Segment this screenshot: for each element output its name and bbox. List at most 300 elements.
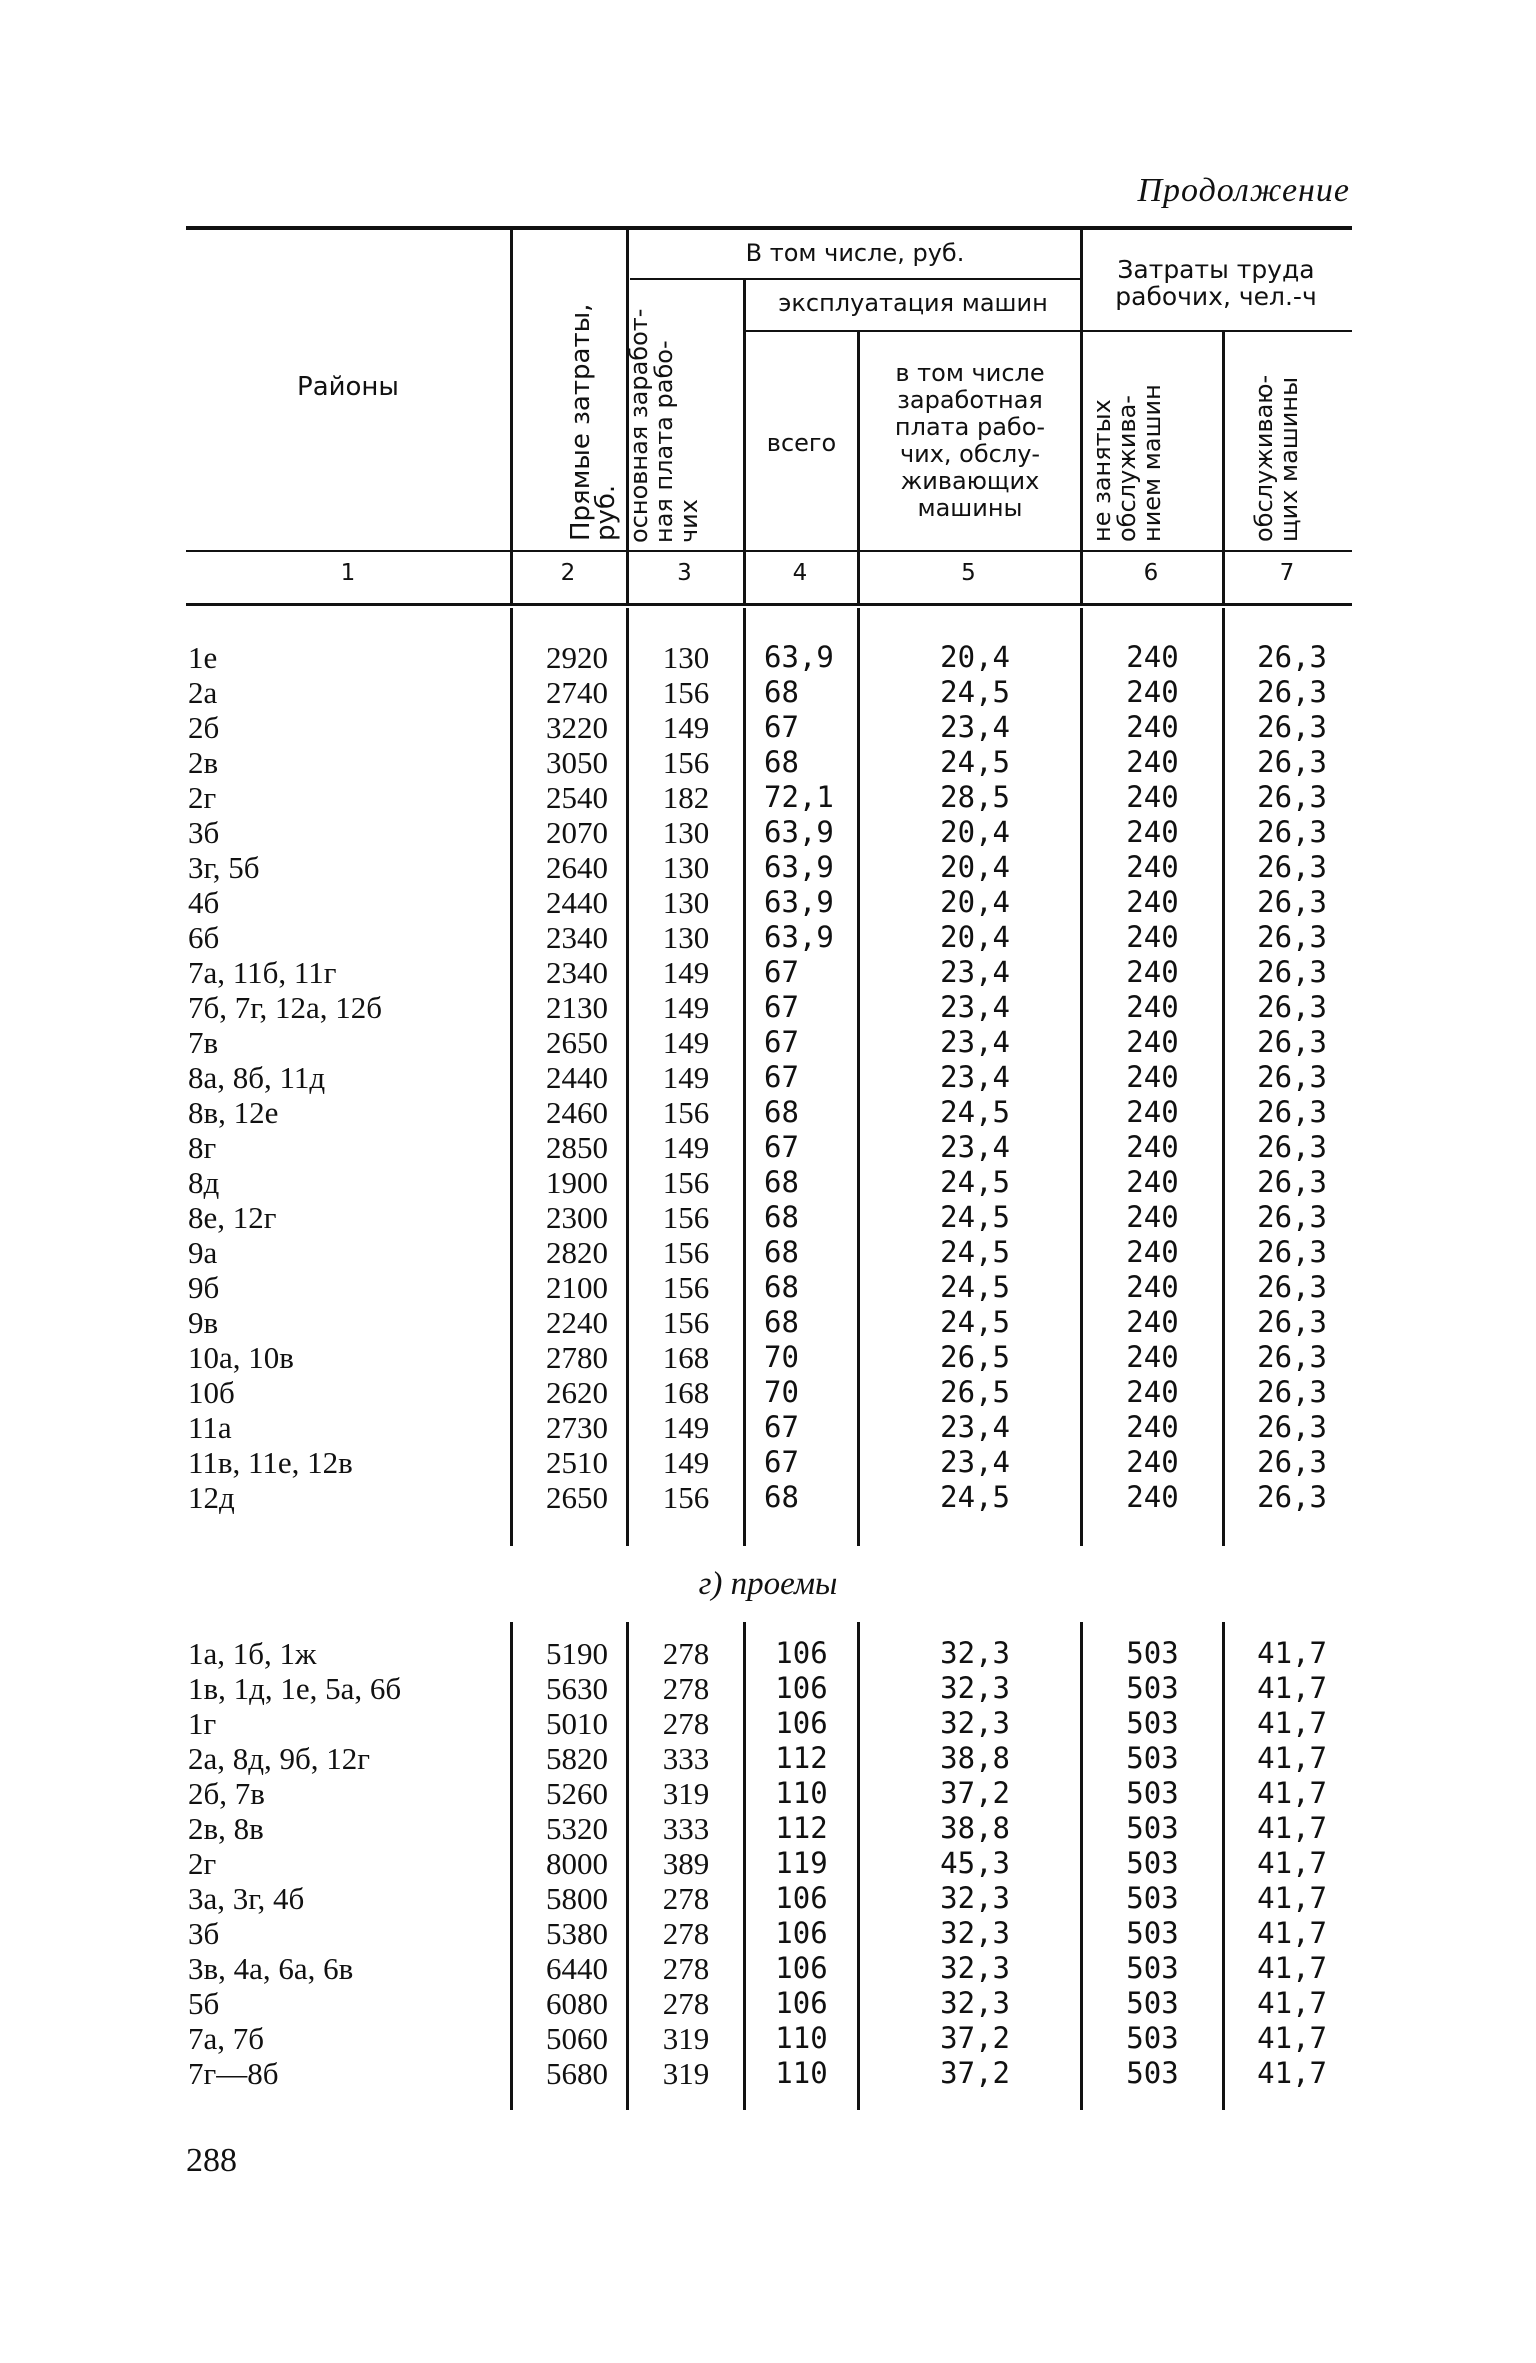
table1-cell: 9б <box>188 1270 220 1305</box>
table2-cell: 110 <box>775 2021 828 2055</box>
table2-cell: 5820 <box>546 1741 608 1776</box>
table1-col-vsego <box>764 640 857 1515</box>
table1-cell: 240 <box>1126 1095 1179 1129</box>
table1-cell: 23,4 <box>940 1445 1010 1479</box>
colnum-2: 2 <box>560 560 576 586</box>
header-obsluzhivayushchih: обслуживаю- щих машины <box>1250 374 1303 542</box>
table2-col-rayony <box>188 1636 508 2091</box>
table1-cell: 20,4 <box>940 850 1010 884</box>
table1-cell: 67 <box>764 1025 799 1059</box>
table1-cell: 240 <box>1126 850 1179 884</box>
vr-t1-3 <box>743 608 746 1546</box>
table2-cell: 503 <box>1126 1846 1179 1880</box>
table1-cell: 156 <box>662 675 710 710</box>
table1-cell: 2640 <box>546 850 608 885</box>
table2-cell: 32,3 <box>940 1951 1010 1985</box>
rule-top <box>186 226 1352 230</box>
table1-cell: 149 <box>662 1060 710 1095</box>
table1-cell: 63,9 <box>764 885 834 919</box>
header-ekspluatatsiya: эксплуатация машин <box>778 289 1048 317</box>
rule-header-bottom <box>186 550 1352 552</box>
table1-cell: 28,5 <box>940 780 1010 814</box>
table2-col-vsego <box>746 1636 857 2091</box>
table2-cell: 333 <box>662 1811 710 1846</box>
table2-cell: 319 <box>662 2056 710 2091</box>
table1-cell: 130 <box>662 640 710 675</box>
table2-cell: 278 <box>662 1636 710 1671</box>
table2-cell: 106 <box>775 1706 828 1740</box>
table2-cell: 45,3 <box>940 1846 1010 1880</box>
colnum-5: 5 <box>961 560 976 586</box>
table2-cell: 106 <box>775 1916 828 1950</box>
table1-cell: 2100 <box>546 1270 608 1305</box>
table1-cell: 26,5 <box>940 1340 1010 1374</box>
table2-cell: 32,3 <box>940 1916 1010 1950</box>
table1-cell: 26,3 <box>1257 780 1327 814</box>
header-rayony: Районы <box>297 372 399 402</box>
table1-cell: 2620 <box>546 1375 608 1410</box>
table1-cell: 130 <box>662 920 710 955</box>
table1-cell: 67 <box>764 1060 799 1094</box>
table1-cell: 2780 <box>546 1340 608 1375</box>
table2-cell: 2б, 7в <box>188 1776 265 1811</box>
table1-cell: 26,3 <box>1257 1200 1327 1234</box>
table2-cell: 41,7 <box>1257 1811 1327 1845</box>
table1-cell: 130 <box>662 885 710 920</box>
table2-col-obsluzh <box>1225 1636 1327 2091</box>
table2-cell: 5680 <box>546 2056 608 2091</box>
table2-cell: 278 <box>662 1881 710 1916</box>
table1-cell: 23,4 <box>940 990 1010 1024</box>
table2-cell: 7а, 7б <box>188 2021 265 2056</box>
header-v-tom-chisle: В том числе, руб. <box>745 239 965 267</box>
table1-cell: 20,4 <box>940 920 1010 954</box>
table1-cell: 26,3 <box>1257 885 1327 919</box>
table2-cell: 5190 <box>546 1636 608 1671</box>
table1-col-obsluzh <box>1225 640 1327 1515</box>
table1-cell: 23,4 <box>940 1130 1010 1164</box>
table1-cell: 24,5 <box>940 1165 1010 1199</box>
table1-col-pryamye <box>512 640 608 1515</box>
table2-cell: 333 <box>662 1741 710 1776</box>
table2-cell: 5320 <box>546 1811 608 1846</box>
table1-cell: 11а <box>188 1410 232 1445</box>
table1-cell: 2510 <box>546 1445 608 1480</box>
table2-cell: 38,8 <box>940 1741 1010 1775</box>
table1-cell: 24,5 <box>940 1235 1010 1269</box>
table1-cell: 8д <box>188 1165 220 1200</box>
table1-cell: 149 <box>662 1410 710 1445</box>
table1-cell: 67 <box>764 710 799 744</box>
table1-cell: 2340 <box>546 955 608 990</box>
table2-cell: 278 <box>662 1986 710 2021</box>
table1-cell: 240 <box>1126 1445 1179 1479</box>
table1-cell: 63,9 <box>764 850 834 884</box>
table1-cell: 149 <box>662 990 710 1025</box>
table1-cell: 156 <box>662 1165 710 1200</box>
table2-cell: 41,7 <box>1257 1706 1327 1740</box>
table1-cell: 24,5 <box>940 1305 1010 1339</box>
table1-cell: 8а, 8б, 11д <box>188 1060 326 1095</box>
table1-col-osnovnaya <box>629 640 743 1515</box>
table1-cell: 26,3 <box>1257 1445 1327 1479</box>
table2-cell: 32,3 <box>940 1671 1010 1705</box>
table2-cell: 503 <box>1126 1881 1179 1915</box>
table1-cell: 11в, 11е, 12в <box>188 1445 353 1480</box>
table1-cell: 23,4 <box>940 710 1010 744</box>
header-pryamye-zatraty: Прямые затраты, руб. <box>566 303 621 541</box>
table2-cell: 7г—8б <box>188 2056 279 2091</box>
table2-cell: 3в, 4а, 6а, 6в <box>188 1951 354 1986</box>
table1-cell: 68 <box>764 1305 799 1339</box>
page-number: 288 <box>186 2142 237 2179</box>
table1-cell: 67 <box>764 1410 799 1444</box>
table2-col-ne-zanyatyh <box>1083 1636 1222 2091</box>
table1-cell: 156 <box>662 1095 710 1130</box>
table1-cell: 26,5 <box>940 1375 1010 1409</box>
table2-cell: 38,8 <box>940 1811 1010 1845</box>
table2-cell: 2а, 8д, 9б, 12г <box>188 1741 371 1776</box>
table2-cell: 5060 <box>546 2021 608 2056</box>
table1-cell: 68 <box>764 1480 799 1514</box>
table2-cell: 106 <box>775 1636 828 1670</box>
table1-cell: 68 <box>764 675 799 709</box>
table2-cell: 41,7 <box>1257 1916 1327 1950</box>
table1-cell: 26,3 <box>1257 1235 1327 1269</box>
table1-cell: 2850 <box>546 1130 608 1165</box>
table1-cell: 2460 <box>546 1095 608 1130</box>
rule-colnum-bottom <box>186 603 1352 606</box>
table2-cell: 106 <box>775 1881 828 1915</box>
table1-cell: 240 <box>1126 955 1179 989</box>
table1-col-ne-zanyatyh <box>1083 640 1222 1515</box>
colnum-7: 7 <box>1279 560 1295 586</box>
table2-cell: 37,2 <box>940 2021 1010 2055</box>
table1-cell: 63,9 <box>764 640 834 674</box>
header-vsego: всего <box>766 429 837 457</box>
table1-cell: 240 <box>1126 745 1179 779</box>
table1-cell: 3б <box>188 815 220 850</box>
table2-cell: 2в, 8в <box>188 1811 264 1846</box>
table2-cell: 110 <box>775 2056 828 2090</box>
table1-cell: 7б, 7г, 12а, 12б <box>188 990 383 1025</box>
rule-under-v-tom-chisle <box>630 278 1080 280</box>
header-ne-zanyatyh: не занятых обслужива- нием машин <box>1088 384 1166 542</box>
table1-cell: 149 <box>662 1130 710 1165</box>
table2-cell: 5б <box>188 1986 220 2021</box>
table2-cell: 41,7 <box>1257 1881 1327 1915</box>
table2-cell: 503 <box>1126 1951 1179 1985</box>
table1-cell: 24,5 <box>940 675 1010 709</box>
table2-cell: 41,7 <box>1257 1671 1327 1705</box>
table1-cell: 240 <box>1126 1200 1179 1234</box>
colnum-6: 6 <box>1143 560 1159 586</box>
table2-cell: 41,7 <box>1257 1986 1327 2020</box>
table1-cell: 240 <box>1126 710 1179 744</box>
table2-cell: 112 <box>775 1741 828 1775</box>
vr-h-1 <box>510 230 513 606</box>
table1-cell: 70 <box>764 1340 799 1374</box>
table1-cell: 67 <box>764 990 799 1024</box>
table2-cell: 112 <box>775 1811 828 1845</box>
table2-cell: 41,7 <box>1257 1741 1327 1775</box>
table1-cell: 149 <box>662 955 710 990</box>
table1-cell: 2240 <box>546 1305 608 1340</box>
table1-cell: 63,9 <box>764 815 834 849</box>
table2-cell: 503 <box>1126 1916 1179 1950</box>
table1-cell: 240 <box>1126 780 1179 814</box>
table2-col-pryamye <box>512 1636 608 2091</box>
table1-cell: 68 <box>764 1200 799 1234</box>
table2-cell: 37,2 <box>940 1776 1010 1810</box>
table2-cell: 278 <box>662 1706 710 1741</box>
table2-cell: 37,2 <box>940 2056 1010 2090</box>
table2-cell: 319 <box>662 1776 710 1811</box>
table2-cell: 41,7 <box>1257 1951 1327 1985</box>
table1-cell: 10б <box>188 1375 235 1410</box>
table1-cell: 240 <box>1126 1375 1179 1409</box>
table2-cell: 1в, 1д, 1е, 5а, 6б <box>188 1671 402 1706</box>
colnum-1: 1 <box>340 560 356 586</box>
table1-col-rayony <box>188 640 508 1515</box>
table1-cell: 24,5 <box>940 1200 1010 1234</box>
table1-cell: 240 <box>1126 815 1179 849</box>
table1-cell: 26,3 <box>1257 920 1327 954</box>
table2-cell: 32,3 <box>940 1706 1010 1740</box>
table1-cell: 26,3 <box>1257 1305 1327 1339</box>
table1-cell: 240 <box>1126 640 1179 674</box>
table1-cell: 4б <box>188 885 220 920</box>
table2-cell: 5630 <box>546 1671 608 1706</box>
table1-cell: 2730 <box>546 1410 608 1445</box>
table2-cell: 389 <box>662 1846 710 1881</box>
table2-cell: 503 <box>1126 2056 1179 2090</box>
header-v-tom-chisle-zp: в том числе заработная плата рабо- чих, обслу- живающих машины <box>894 359 1046 522</box>
table2-cell: 503 <box>1126 1671 1179 1705</box>
table1-cell: 7в <box>188 1025 219 1060</box>
table2-cell: 32,3 <box>940 1881 1010 1915</box>
table1-cell: 12д <box>188 1480 235 1515</box>
table1-cell: 26,3 <box>1257 675 1327 709</box>
table2-cell: 32,3 <box>940 1986 1010 2020</box>
table1-cell: 240 <box>1126 1025 1179 1059</box>
table1-cell: 2650 <box>546 1480 608 1515</box>
continuation-label: Продолжение <box>1137 172 1350 209</box>
table1-cell: 20,4 <box>940 815 1010 849</box>
table1-cell: 182 <box>662 780 710 815</box>
table1-cell: 240 <box>1126 885 1179 919</box>
table1-cell: 156 <box>662 1235 710 1270</box>
table1-cell: 156 <box>662 1270 710 1305</box>
table1-cell: 240 <box>1126 1480 1179 1514</box>
table1-cell: 2070 <box>546 815 608 850</box>
table2-cell: 278 <box>662 1916 710 1951</box>
table1-cell: 3220 <box>546 710 608 745</box>
table1-cell: 156 <box>662 745 710 780</box>
table2-cell: 41,7 <box>1257 2021 1327 2055</box>
table1-cell: 9а <box>188 1235 218 1270</box>
table2-cell: 2г <box>188 1846 217 1881</box>
table1-cell: 67 <box>764 1445 799 1479</box>
table2-cell: 319 <box>662 2021 710 2056</box>
table1-cell: 26,3 <box>1257 955 1327 989</box>
table1-cell: 1е <box>188 640 218 675</box>
table2-cell: 503 <box>1126 1741 1179 1775</box>
table2-cell: 41,7 <box>1257 1846 1327 1880</box>
table1-cell: 26,3 <box>1257 1480 1327 1514</box>
table2-cell: 41,7 <box>1257 1776 1327 1810</box>
table1-cell: 26,3 <box>1257 815 1327 849</box>
table1-cell: 26,3 <box>1257 1410 1327 1444</box>
table1-cell: 20,4 <box>940 885 1010 919</box>
table1-cell: 130 <box>662 815 710 850</box>
table1-cell: 130 <box>662 850 710 885</box>
table1-cell: 24,5 <box>940 1270 1010 1304</box>
table1-cell: 26,3 <box>1257 1025 1327 1059</box>
table2-cell: 503 <box>1126 1636 1179 1670</box>
colnum-3: 3 <box>677 560 692 586</box>
table1-cell: 2820 <box>546 1235 608 1270</box>
header-zatraty-truda: Затраты труда рабочих, чел.-ч <box>1115 255 1317 311</box>
table2-cell: 32,3 <box>940 1636 1010 1670</box>
table1-cell: 70 <box>764 1375 799 1409</box>
table1-cell: 2540 <box>546 780 608 815</box>
rule-under-zatraty <box>1080 330 1352 332</box>
table1-cell: 240 <box>1126 1130 1179 1164</box>
table1-cell: 2в <box>188 745 219 780</box>
table1-cell: 26,3 <box>1257 1165 1327 1199</box>
table2-cell: 106 <box>775 1671 828 1705</box>
table1-cell: 2920 <box>546 640 608 675</box>
table1-cell: 68 <box>764 1095 799 1129</box>
table1-cell: 8г <box>188 1130 217 1165</box>
table1-cell: 156 <box>662 1305 710 1340</box>
table2-cell: 1г <box>188 1706 217 1741</box>
table1-cell: 240 <box>1126 920 1179 954</box>
table1-cell: 8в, 12е <box>188 1095 279 1130</box>
table1-cell: 26,3 <box>1257 1095 1327 1129</box>
table1-cell: 20,4 <box>940 640 1010 674</box>
table1-cell: 24,5 <box>940 745 1010 779</box>
table1-cell: 26,3 <box>1257 745 1327 779</box>
table1-cell: 240 <box>1126 1235 1179 1269</box>
table1-cell: 24,5 <box>940 1095 1010 1129</box>
table1-cell: 240 <box>1126 1340 1179 1374</box>
table1-cell: 2300 <box>546 1200 608 1235</box>
table1-cell: 10а, 10в <box>188 1340 294 1375</box>
table2-cell: 503 <box>1126 2021 1179 2055</box>
table1-cell: 7а, 11б, 11г <box>188 955 337 990</box>
table1-cell: 23,4 <box>940 1060 1010 1094</box>
table1-cell: 156 <box>662 1200 710 1235</box>
table2-col-osnovnaya <box>629 1636 743 2091</box>
table1-cell: 26,3 <box>1257 640 1327 674</box>
table1-cell: 23,4 <box>940 1025 1010 1059</box>
table1-cell: 240 <box>1126 1305 1179 1339</box>
table2-cell: 503 <box>1126 1776 1179 1810</box>
table2-cell: 278 <box>662 1671 710 1706</box>
table1-cell: 6б <box>188 920 220 955</box>
table1-cell: 26,3 <box>1257 1340 1327 1374</box>
table2-cell: 106 <box>775 1986 828 2020</box>
table1-cell: 168 <box>662 1375 710 1410</box>
header-osnovnaya-zp: основная заработ- ная плата рабо- чих <box>625 308 703 543</box>
table2-col-zp-mashin <box>860 1636 1010 2091</box>
table1-cell: 3050 <box>546 745 608 780</box>
table1-cell: 156 <box>662 1480 710 1515</box>
table1-cell: 63,9 <box>764 920 834 954</box>
table1-cell: 26,3 <box>1257 850 1327 884</box>
table1-cell: 240 <box>1126 1270 1179 1304</box>
table1-cell: 68 <box>764 1165 799 1199</box>
table1-cell: 26,3 <box>1257 1130 1327 1164</box>
table1-cell: 2г <box>188 780 217 815</box>
section-title-proemy: г) проемы <box>698 1566 838 1602</box>
table1-cell: 168 <box>662 1340 710 1375</box>
table1-cell: 2740 <box>546 675 608 710</box>
table2-cell: 278 <box>662 1951 710 1986</box>
table2-cell: 106 <box>775 1951 828 1985</box>
table2-cell: 119 <box>775 1846 828 1880</box>
table1-cell: 240 <box>1126 675 1179 709</box>
table2-cell: 110 <box>775 1776 828 1810</box>
table1-cell: 23,4 <box>940 1410 1010 1444</box>
table1-cell: 9в <box>188 1305 219 1340</box>
table1-cell: 68 <box>764 745 799 779</box>
table1-cell: 72,1 <box>764 780 834 814</box>
table1-cell: 26,3 <box>1257 990 1327 1024</box>
table1-cell: 26,3 <box>1257 1270 1327 1304</box>
table1-cell: 26,3 <box>1257 1060 1327 1094</box>
table1-col-zp-mashin <box>860 640 1010 1515</box>
table1-cell: 2а <box>188 675 218 710</box>
table2-cell: 5380 <box>546 1916 608 1951</box>
table1-cell: 68 <box>764 1235 799 1269</box>
table1-cell: 67 <box>764 955 799 989</box>
colnum-4: 4 <box>792 560 808 586</box>
table1-cell: 3г, 5б <box>188 850 260 885</box>
table1-cell: 2440 <box>546 1060 608 1095</box>
table1-cell: 149 <box>662 1025 710 1060</box>
table1-cell: 23,4 <box>940 955 1010 989</box>
table2-cell: 41,7 <box>1257 2056 1327 2090</box>
table1-cell: 8е, 12г <box>188 1200 277 1235</box>
table2-cell: 503 <box>1126 1811 1179 1845</box>
table1-cell: 68 <box>764 1270 799 1304</box>
table1-cell: 2650 <box>546 1025 608 1060</box>
table1-cell: 240 <box>1126 1410 1179 1444</box>
table2-cell: 1а, 1б, 1ж <box>188 1636 317 1671</box>
table1-cell: 240 <box>1126 1165 1179 1199</box>
table1-cell: 2440 <box>546 885 608 920</box>
table2-cell: 3а, 3г, 4б <box>188 1881 305 1916</box>
table1-cell: 24,5 <box>940 1480 1010 1514</box>
table1-cell: 2130 <box>546 990 608 1025</box>
table2-cell: 8000 <box>546 1846 608 1881</box>
table1-cell: 240 <box>1126 990 1179 1024</box>
table1-cell: 2б <box>188 710 220 745</box>
table2-cell: 41,7 <box>1257 1636 1327 1670</box>
table1-cell: 149 <box>662 1445 710 1480</box>
table1-cell: 26,3 <box>1257 1375 1327 1409</box>
table2-cell: 5800 <box>546 1881 608 1916</box>
table2-cell: 5010 <box>546 1706 608 1741</box>
rule-under-ekspluatatsiya <box>746 330 1080 332</box>
table1-cell: 26,3 <box>1257 710 1327 744</box>
table1-cell: 1900 <box>546 1165 608 1200</box>
table2-cell: 503 <box>1126 1706 1179 1740</box>
table2-cell: 3б <box>188 1916 220 1951</box>
